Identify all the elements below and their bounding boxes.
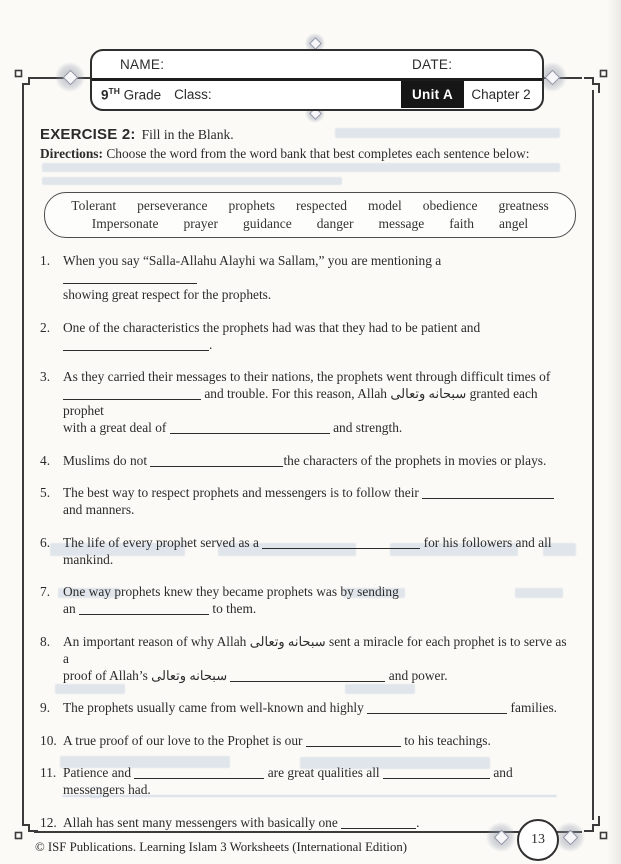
- fill-in-blank-line: [134, 766, 264, 779]
- exercise-title-label: EXERCISE 2:: [40, 126, 136, 143]
- word-bank-word: prayer: [183, 216, 218, 231]
- question-text: Muslims do not the characters of the prophets in movies or plays.: [63, 452, 547, 468]
- fill-in-blank-line: [63, 271, 197, 284]
- question-number: 9.: [40, 700, 51, 715]
- word-bank-word: prophets: [228, 198, 276, 213]
- word-bank-word: guidance: [243, 216, 292, 231]
- question-text: Patience and are great qualities all and messengers had.: [63, 765, 513, 797]
- question-item: [40, 633, 572, 684]
- header-row-grade-unit: [92, 81, 542, 108]
- date-label: DATE:: [412, 57, 453, 72]
- directions-label: Directions:: [40, 146, 103, 161]
- question-number: 11.: [40, 765, 57, 780]
- question-text: An important reason of why Allah سبحانه وتعالى sent a miracle for each prophet is to serve as a proof of Allah’s سبحانه وتعالى and power.: [63, 633, 567, 683]
- word-bank-box: [44, 192, 576, 238]
- frame-corner-ornament: [12, 67, 38, 93]
- page-number-badge: [517, 819, 559, 861]
- word-bank-word: obedience: [422, 198, 478, 213]
- page-number: 13: [531, 832, 545, 847]
- directions-line: [40, 146, 580, 162]
- exercise-subtitle: Fill in the Blank.: [141, 127, 234, 142]
- chapter-label: Chapter 2: [471, 87, 531, 102]
- question-text: Allah has sent many messengers with basically one .: [63, 814, 420, 830]
- class-label: Class:: [174, 87, 212, 102]
- question-item: [40, 484, 572, 518]
- fill-in-blank-line: [63, 387, 201, 400]
- word-bank-word: model: [368, 198, 402, 213]
- header-row-name-date: [92, 51, 542, 81]
- question-item: [40, 534, 572, 568]
- arabic-honorific: سبحانه وتعالى: [390, 386, 467, 401]
- question-text: One way prophets knew they became prophets was by sending an to them.: [63, 584, 399, 616]
- floral-ornament: [52, 59, 88, 95]
- question-item: [40, 452, 572, 469]
- bleed-through-artifact: [335, 128, 560, 138]
- question-list: [40, 252, 572, 846]
- word-bank-word: greatness: [498, 198, 549, 213]
- fill-in-blank-line: [79, 602, 209, 615]
- question-item: [40, 583, 572, 617]
- word-bank-word: danger: [316, 216, 354, 231]
- question-item: [40, 252, 572, 303]
- question-number: 12.: [40, 814, 57, 830]
- word-bank-word: Impersonate: [91, 216, 159, 231]
- question-item: [40, 814, 572, 831]
- grade-number: 9: [101, 87, 109, 103]
- question-number: 1.: [40, 253, 51, 268]
- question-number: 10.: [40, 732, 57, 748]
- word-bank-word: angel: [498, 216, 529, 231]
- worksheet-header: [90, 49, 544, 111]
- question-item: [40, 764, 572, 798]
- name-label: NAME:: [120, 57, 165, 72]
- question-text: The prophets usually came from well-known and highly families.: [63, 700, 558, 715]
- unit-badge: Unit A: [401, 81, 464, 108]
- fill-in-blank-line: [367, 701, 507, 714]
- grade-suffix: TH: [108, 86, 120, 97]
- question-text: One of the characteristics the prophets had was that they had to be patient and .: [63, 319, 481, 352]
- fill-in-blank-line: [63, 338, 209, 351]
- fill-in-blank-line: [170, 421, 330, 434]
- word-bank-word: faith: [449, 216, 474, 231]
- footer-copyright: © ISF Publications. Learning Islam 3 Worksheets (International Edition): [35, 840, 408, 854]
- fill-in-blank-line: [306, 734, 401, 747]
- question-text: A true proof of our love to the Prophet is our to his teachings.: [63, 732, 491, 748]
- question-item: [40, 368, 572, 436]
- question-text: The best way to respect prophets and messengers is to follow their and manners.: [63, 485, 554, 517]
- fill-in-blank-line: [383, 766, 490, 779]
- grade-word: Grade: [123, 87, 162, 103]
- question-text: When you say “Salla-Allahu Alayhi wa Sallam,” you are mentioning a showing great respect for the prophets.: [63, 253, 442, 302]
- question-number: 3.: [40, 369, 51, 384]
- word-bank-row-2: [92, 216, 528, 232]
- arabic-honorific: سبحانه وتعالى: [249, 633, 326, 649]
- fill-in-blank-line: [422, 486, 554, 499]
- bleed-through-artifact: [42, 177, 342, 185]
- frame-right-line: [592, 90, 594, 820]
- fill-in-blank-line: [341, 816, 416, 829]
- frame-left-line: [22, 90, 24, 820]
- question-text: As they carried their messages to their nations, the prophets went through difficult times of and trouble. For this reason, Allah سبحانه وتعالى granted each prophet with a great deal of and strength.: [63, 369, 551, 435]
- exercise-title: [40, 126, 234, 144]
- question-number: 5.: [40, 485, 51, 500]
- arabic-honorific: سبحانه وتعالى: [151, 667, 228, 683]
- question-number: 7.: [40, 584, 51, 599]
- word-bank-word: respected: [296, 198, 347, 213]
- question-item: [40, 319, 572, 353]
- question-number: 6.: [40, 534, 51, 550]
- fill-in-blank-line: [150, 454, 283, 467]
- scan-edge-shadow: [607, 0, 621, 864]
- grade-label: [101, 86, 161, 103]
- frame-corner-ornament: [12, 816, 38, 842]
- question-item: [40, 699, 572, 716]
- word-bank-row-1: [71, 198, 548, 214]
- bleed-through-artifact: [42, 163, 560, 172]
- question-number: 2.: [40, 319, 51, 335]
- fill-in-blank-line: [262, 536, 420, 549]
- word-bank-word: message: [378, 216, 425, 231]
- question-item: [40, 732, 572, 749]
- question-number: 4.: [40, 452, 51, 468]
- directions-text: Choose the word from the word bank that best completes each sentence below:: [102, 146, 530, 161]
- fill-in-blank-line: [230, 669, 385, 682]
- word-bank-word: perseverance: [137, 198, 208, 213]
- question-text: The life of every prophet served as a for his followers and all mankind.: [63, 534, 552, 567]
- question-number: 8.: [40, 633, 51, 649]
- word-bank-word: Tolerant: [71, 198, 117, 213]
